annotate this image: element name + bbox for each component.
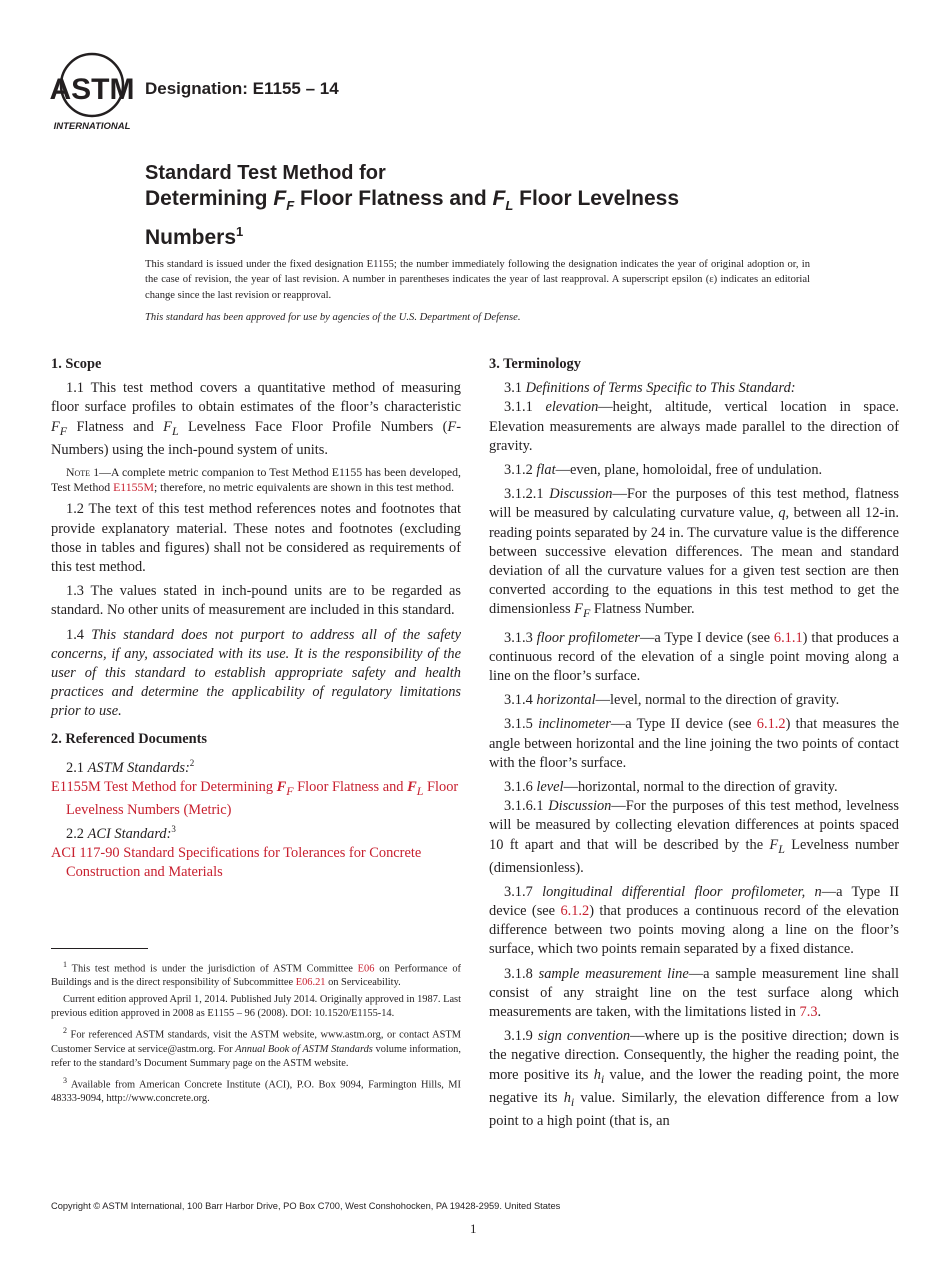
title-line-3: Numbers$^1$: [145, 224, 244, 250]
term-3-1-8: 3.1.8 sample measurement line—a sample measurement line shall consist of any straight line on the test surface along which measurements are taken, with the limitations listed in 7.3.: [489, 965, 899, 1021]
ref-aci-117: ACI 117-90 Standard Specifications for Tolerances for Concrete Construction and Materials: [51, 845, 422, 881]
link-e06-21[interactable]: E06.21: [295, 977, 326, 989]
copyright-footer: Copyright © ASTM International, 100 Barr Harbor Drive, PO Box C700, West Conshohocken, PA 19428-2959. United States: [51, 1201, 561, 1211]
page-number: 1: [470, 1221, 477, 1236]
designation: Designation: E1155 – 14: [145, 79, 339, 98]
logo-subtext: INTERNATIONAL: [53, 121, 131, 132]
footnote-1: $^1$ This test method is under the jurisdiction of ASTM Committee E06 on Performance of Buildings and is the direct responsibility of Subcommittee E06.21 on Serviceability.: [51, 960, 461, 989]
scope-heading: 1. Scope: [51, 356, 102, 372]
note-1: Note 1—A complete metric companion to Test Method E1155 has been developed, Test Method E1155M; therefore, no metric equivalents are shown in this test method.: [51, 464, 461, 495]
link-e1155m[interactable]: E1155M: [113, 480, 154, 495]
intro-paragraph: This standard is issued under the fixed designation E1155; the number immediately following the designation indicates the year of original adoption or, in the case of revision, the year of last revision. A number in parentheses indicates the year of last reapproval. A superscript epsilon (ε) indicates an editorial change since the last revision or reapproval.: [145, 259, 810, 301]
scope-1-2: 1.2 The text of this test method references notes and footnotes that provide explanatory material. These notes and footnotes (excluding those in tables and figures) shall not be considered as requirements of this test method.: [51, 501, 461, 575]
scope-1-3: 1.3 The values stated in inch-pound units are to be regarded as standard. No other units of measurement are included in this standard.: [51, 583, 461, 619]
link-6-1-2[interactable]: 6.1.2: [756, 716, 786, 733]
left-column: [51, 355, 461, 882]
document-title: [145, 160, 845, 251]
aci-standard-label: 2.2 ACI Standard:$^3$: [66, 824, 176, 842]
footnotes: [51, 958, 461, 1109]
term-3-1-7: 3.1.7 longitudinal differential floor profilometer, n—a Type II device (see 6.1.2) that produces a continuous record of the elevation difference between two points moving along a line on the floor’s surface, which two points remain separated by a fixed distance.: [489, 883, 899, 958]
term-3-1-4: 3.1.4 horizontal—level, normal to the direction of gravity.: [504, 692, 840, 709]
term-3-1-9: 3.1.9 sign convention—where up is the positive direction; down is the negative direction. Consequently, the higher the reading point, the more positive its $h_i$ value, and the lower the reading point, the more negative its $h_i$ value. Similarly, the elevation difference from a low point to a high point (that is, an: [489, 1028, 900, 1129]
ref-link-e1155m[interactable]: E1155M: [51, 778, 101, 795]
terminology-heading: 3. Terminology: [489, 356, 581, 372]
astm-logo: [50, 52, 134, 132]
astm-standards-label: 2.1 ASTM Standards:$^2$: [66, 757, 195, 776]
term-3-1-1: 3.1.1 elevation—height, altitude, vertical location in space. Elevation measurements are always made parallel to the direction of gravity.: [489, 399, 899, 454]
footnote-3: $^3$ Available from American Concrete Institute (ACI), P.O. Box 9094, Farmington Hills, MI 48333-9094, http://www.concrete.org.: [51, 1075, 461, 1105]
term-3-1: 3.1 Definitions of Terms Specific to This Standard:: [504, 380, 796, 397]
footnote-1-edition: Current edition approved April 1, 2014. Published July 2014. Originally approved in 1987. Last previous edition approved in 2008 as E1155 – 96 (2008). DOI: 10.1520/E1155-14.: [51, 994, 461, 1020]
term-3-1-2: 3.1.2 flat—even, plane, homoloidal, free of undulation.: [504, 462, 823, 479]
term-3-1-6: 3.1.6 level—horizontal, normal to the direction of gravity.: [504, 778, 838, 795]
title-line-1: Standard Test Method for: [145, 162, 386, 184]
right-column: [489, 355, 899, 1136]
link-6-1-2-b[interactable]: 6.1.2: [560, 903, 590, 920]
title-line-2: Determining $F_F$ Floor Flatness and $F_L$ Floor Levelness: [145, 187, 680, 214]
scope-1-4: 1.4 This standard does not purport to address all of the safety concerns, if any, associated with its use. It is the responsibility of the user of this standard to establish appropriate safety and health practices and determine the applicability of regulatory limitations prior to use.: [51, 626, 461, 720]
term-3-1-5: 3.1.5 inclinometer—a Type II device (see 6.1.2) that measures the angle between horizontal and the line joining the two points of contact with the floor’s surface.: [489, 716, 899, 771]
footnote-rule: [51, 948, 148, 949]
footnote-2: $^2$ For referenced ASTM standards, visit the ASTM website, www.astm.org, or contact ASTM Customer Service at service@astm.org. For Annual Book of ASTM Standards volume information, refer to the standard’s Document Summary page on the ASTM website.: [51, 1026, 461, 1069]
term-3-1-3: 3.1.3 floor profilometer—a Type I device (see 6.1.1) that produces a continuous record of the elevation of a single point moving along a line on the floor’s surface.: [489, 629, 899, 684]
link-e06[interactable]: E06: [357, 963, 375, 975]
dod-approval: This standard has been approved for use by agencies of the U.S. Department of Defense.: [145, 312, 521, 323]
term-3-1-2-1: 3.1.2.1 Discussion—For the purposes of this test method, flatness will be measured by calculating curvature value, q, between all 12-in. reading points separated by 24 in. The curvature value is the difference between successive elevation differences. The mean and standard deviation of all the curvature values for a given test section are then converted according to the equations in this test method to get the dimensionless $F_F$ Flatness Number.: [489, 486, 899, 621]
scope-1-1: 1.1 This test method covers a quantitative method of measuring floor surface profiles to obtain estimates of the floor’s characteristic $F_F$ Flatness and $F_L$ Levelness Face Floor Profile Numbers (F-Numbers) using the inch-pound system of units.: [51, 380, 461, 458]
ref-link-aci[interactable]: ACI 117-90: [51, 845, 120, 862]
link-7-3[interactable]: 7.3: [799, 1004, 818, 1021]
logo-text: ASTM: [50, 73, 134, 106]
term-3-1-6-1: 3.1.6.1 Discussion—For the purposes of this test method, levelness will be measured by collecting elevation differences at points spaced 10 ft apart and that will be described by the $F_L$ Levelness number (dimensionless).: [489, 798, 899, 876]
refdocs-heading: 2. Referenced Documents: [51, 730, 207, 747]
ref-e1155m: E1155M Test Method for Determining $F_F$ Floor Flatness and $F_L$ Floor Levelness Numbers (Metric): [51, 778, 459, 818]
link-6-1-1[interactable]: 6.1.1: [773, 629, 803, 646]
